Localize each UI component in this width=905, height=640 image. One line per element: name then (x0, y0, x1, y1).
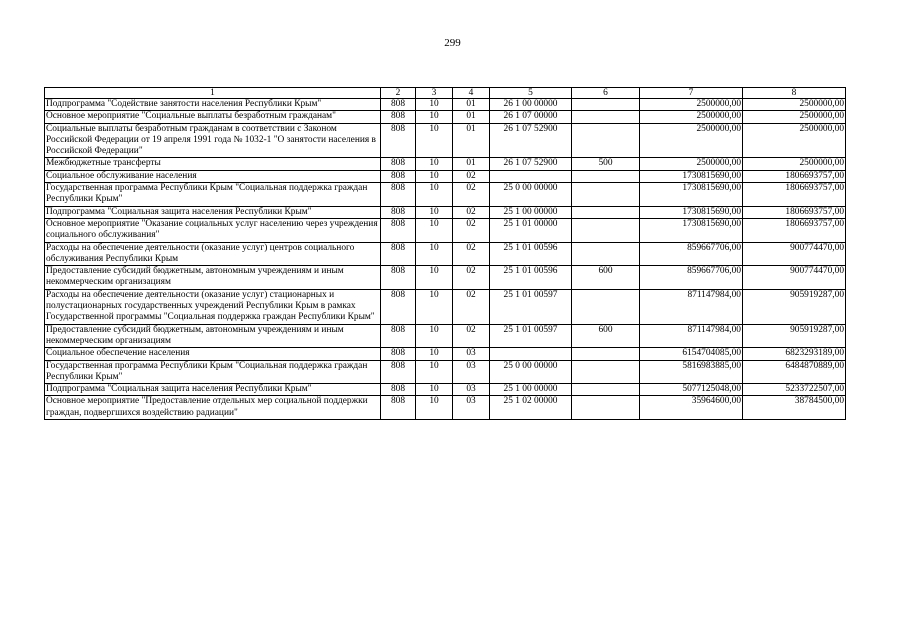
cell-expense-type: 600 (572, 324, 640, 348)
cell-amount-year-2: 1806693757,00 (743, 183, 846, 207)
table-row (45, 218, 846, 242)
cell-amount-year-1: 859667706,00 (640, 266, 743, 290)
cell-subsection: 02 (453, 170, 490, 182)
cell-section: 10 (416, 170, 453, 182)
cell-expense-type (572, 218, 640, 242)
cell-target-article: 25 1 01 00000 (490, 218, 572, 242)
table-row (45, 158, 846, 170)
cell-amount-year-2: 900774470,00 (743, 242, 846, 266)
cell-target-article: 26 1 00 00000 (490, 99, 572, 111)
column-header: 1 (45, 88, 381, 99)
cell-subsection: 01 (453, 99, 490, 111)
cell-section: 10 (416, 360, 453, 384)
cell-admin-code: 808 (381, 396, 416, 420)
cell-admin-code: 808 (381, 289, 416, 324)
cell-section: 10 (416, 111, 453, 123)
table-row (45, 360, 846, 384)
column-header: 3 (416, 88, 453, 99)
cell-expense-type (572, 360, 640, 384)
cell-amount-year-2: 900774470,00 (743, 266, 846, 290)
cell-amount-year-2: 1806693757,00 (743, 206, 846, 218)
cell-name: Подпрограмма "Социальная защита населения Республики Крым" (45, 206, 381, 218)
cell-admin-code: 808 (381, 242, 416, 266)
cell-name: Расходы на обеспечение деятельности (оказание услуг) стационарных и полустационарных государственных учреждений Республики Крым в рамках Государственной программы "Социальная поддержка граждан Республики Крым" (45, 289, 381, 324)
cell-amount-year-2: 905919287,00 (743, 289, 846, 324)
cell-admin-code: 808 (381, 111, 416, 123)
cell-admin-code: 808 (381, 183, 416, 207)
cell-section: 10 (416, 348, 453, 360)
cell-amount-year-1: 859667706,00 (640, 242, 743, 266)
cell-expense-type (572, 206, 640, 218)
table-row (45, 396, 846, 420)
cell-target-article: 25 0 00 00000 (490, 183, 572, 207)
cell-amount-year-2: 2500000,00 (743, 99, 846, 111)
cell-expense-type (572, 183, 640, 207)
column-header: 6 (572, 88, 640, 99)
cell-section: 10 (416, 242, 453, 266)
cell-name: Подпрограмма "Содействие занятости населения Республики Крым" (45, 99, 381, 111)
cell-target-article: 25 1 00 00000 (490, 384, 572, 396)
column-header: 5 (490, 88, 572, 99)
cell-admin-code: 808 (381, 266, 416, 290)
cell-amount-year-1: 2500000,00 (640, 123, 743, 158)
cell-expense-type (572, 123, 640, 158)
cell-expense-type (572, 242, 640, 266)
cell-amount-year-1: 6154704085,00 (640, 348, 743, 360)
cell-section: 10 (416, 158, 453, 170)
cell-amount-year-1: 1730815690,00 (640, 170, 743, 182)
cell-admin-code: 808 (381, 158, 416, 170)
table-row (45, 384, 846, 396)
cell-subsection: 02 (453, 183, 490, 207)
cell-subsection: 02 (453, 206, 490, 218)
cell-expense-type (572, 99, 640, 111)
cell-amount-year-1: 2500000,00 (640, 99, 743, 111)
cell-amount-year-2: 6484870889,00 (743, 360, 846, 384)
cell-expense-type (572, 289, 640, 324)
cell-expense-type: 500 (572, 158, 640, 170)
cell-amount-year-1: 5077125048,00 (640, 384, 743, 396)
cell-amount-year-2: 2500000,00 (743, 111, 846, 123)
cell-amount-year-2: 1806693757,00 (743, 170, 846, 182)
cell-expense-type (572, 348, 640, 360)
cell-target-article: 25 1 01 00596 (490, 266, 572, 290)
cell-expense-type (572, 396, 640, 420)
cell-subsection: 02 (453, 242, 490, 266)
cell-amount-year-1: 1730815690,00 (640, 206, 743, 218)
table-row (45, 324, 846, 348)
cell-admin-code: 808 (381, 99, 416, 111)
cell-subsection: 02 (453, 266, 490, 290)
cell-name: Социальное обеспечение населения (45, 348, 381, 360)
cell-amount-year-2: 2500000,00 (743, 123, 846, 158)
column-header: 4 (453, 88, 490, 99)
table-row (45, 99, 846, 111)
cell-section: 10 (416, 289, 453, 324)
cell-target-article: 26 1 07 52900 (490, 158, 572, 170)
table-row (45, 242, 846, 266)
cell-name: Расходы на обеспечение деятельности (оказание услуг) центров социального обслуживания Республики Крым (45, 242, 381, 266)
cell-target-article: 26 1 07 52900 (490, 123, 572, 158)
cell-target-article: 25 1 01 00596 (490, 242, 572, 266)
cell-target-article (490, 170, 572, 182)
cell-amount-year-2: 6823293189,00 (743, 348, 846, 360)
cell-section: 10 (416, 396, 453, 420)
cell-subsection: 03 (453, 396, 490, 420)
cell-name: Основное мероприятие "Социальные выплаты безработным гражданам" (45, 111, 381, 123)
cell-amount-year-1: 2500000,00 (640, 158, 743, 170)
cell-amount-year-1: 871147984,00 (640, 324, 743, 348)
cell-subsection: 01 (453, 123, 490, 158)
cell-expense-type: 600 (572, 266, 640, 290)
cell-name: Подпрограмма "Социальная защита населения Республики Крым" (45, 384, 381, 396)
cell-subsection: 01 (453, 158, 490, 170)
cell-subsection: 02 (453, 289, 490, 324)
cell-expense-type (572, 111, 640, 123)
cell-amount-year-2: 2500000,00 (743, 158, 846, 170)
cell-amount-year-1: 871147984,00 (640, 289, 743, 324)
cell-name: Социальные выплаты безработным гражданам в соответствии с Законом Российской Федерации от 19 апреля 1991 года № 1032-1 "О занятости населения в Российской Федерации" (45, 123, 381, 158)
column-header: 7 (640, 88, 743, 99)
cell-amount-year-2: 38784500,00 (743, 396, 846, 420)
cell-admin-code: 808 (381, 218, 416, 242)
cell-target-article: 26 1 07 00000 (490, 111, 572, 123)
cell-target-article: 25 1 02 00000 (490, 396, 572, 420)
cell-expense-type (572, 384, 640, 396)
cell-target-article: 25 1 01 00597 (490, 289, 572, 324)
cell-admin-code: 808 (381, 324, 416, 348)
cell-amount-year-1: 1730815690,00 (640, 218, 743, 242)
budget-table (44, 87, 846, 420)
table-row (45, 183, 846, 207)
cell-name: Межбюджетные трансферты (45, 158, 381, 170)
table-row (45, 123, 846, 158)
cell-subsection: 01 (453, 111, 490, 123)
cell-section: 10 (416, 99, 453, 111)
table-row (45, 111, 846, 123)
cell-subsection: 03 (453, 384, 490, 396)
cell-subsection: 03 (453, 348, 490, 360)
cell-name: Государственная программа Республики Крым "Социальная поддержка граждан Республики Крым" (45, 183, 381, 207)
cell-amount-year-1: 35964600,00 (640, 396, 743, 420)
cell-admin-code: 808 (381, 384, 416, 396)
cell-section: 10 (416, 206, 453, 218)
cell-amount-year-2: 5233722507,00 (743, 384, 846, 396)
cell-admin-code: 808 (381, 123, 416, 158)
table-row (45, 206, 846, 218)
cell-name: Государственная программа Республики Крым "Социальная поддержка граждан Республики Крым" (45, 360, 381, 384)
cell-section: 10 (416, 324, 453, 348)
cell-name: Основное мероприятие "Предоставление отдельных мер социальной поддержки граждан, подвергшихся воздействию радиации" (45, 396, 381, 420)
cell-section: 10 (416, 218, 453, 242)
cell-target-article: 25 1 01 00597 (490, 324, 572, 348)
cell-amount-year-2: 1806693757,00 (743, 218, 846, 242)
table-row (45, 289, 846, 324)
cell-section: 10 (416, 123, 453, 158)
cell-admin-code: 808 (381, 170, 416, 182)
cell-subsection: 02 (453, 324, 490, 348)
table-row (45, 348, 846, 360)
cell-admin-code: 808 (381, 360, 416, 384)
cell-amount-year-2: 905919287,00 (743, 324, 846, 348)
column-header: 2 (381, 88, 416, 99)
table-row (45, 170, 846, 182)
cell-section: 10 (416, 384, 453, 396)
cell-subsection: 03 (453, 360, 490, 384)
cell-amount-year-1: 5816983885,00 (640, 360, 743, 384)
cell-expense-type (572, 170, 640, 182)
cell-name: Основное мероприятие "Оказание социальных услуг населению через учреждения социального обслуживания" (45, 218, 381, 242)
cell-amount-year-1: 1730815690,00 (640, 183, 743, 207)
cell-admin-code: 808 (381, 206, 416, 218)
cell-admin-code: 808 (381, 348, 416, 360)
column-header: 8 (743, 88, 846, 99)
page-number: 299 (444, 37, 461, 49)
cell-section: 10 (416, 183, 453, 207)
cell-target-article: 25 1 00 00000 (490, 206, 572, 218)
cell-name: Предоставление субсидий бюджетным, автономным учреждениям и иным некоммерческим организациям (45, 266, 381, 290)
cell-name: Предоставление субсидий бюджетным, автономным учреждениям и иным некоммерческим организациям (45, 324, 381, 348)
cell-section: 10 (416, 266, 453, 290)
cell-target-article: 25 0 00 00000 (490, 360, 572, 384)
cell-target-article (490, 348, 572, 360)
cell-subsection: 02 (453, 218, 490, 242)
cell-name: Социальное обслуживание населения (45, 170, 381, 182)
cell-amount-year-1: 2500000,00 (640, 111, 743, 123)
table-header-row (45, 88, 846, 99)
table-row (45, 266, 846, 290)
